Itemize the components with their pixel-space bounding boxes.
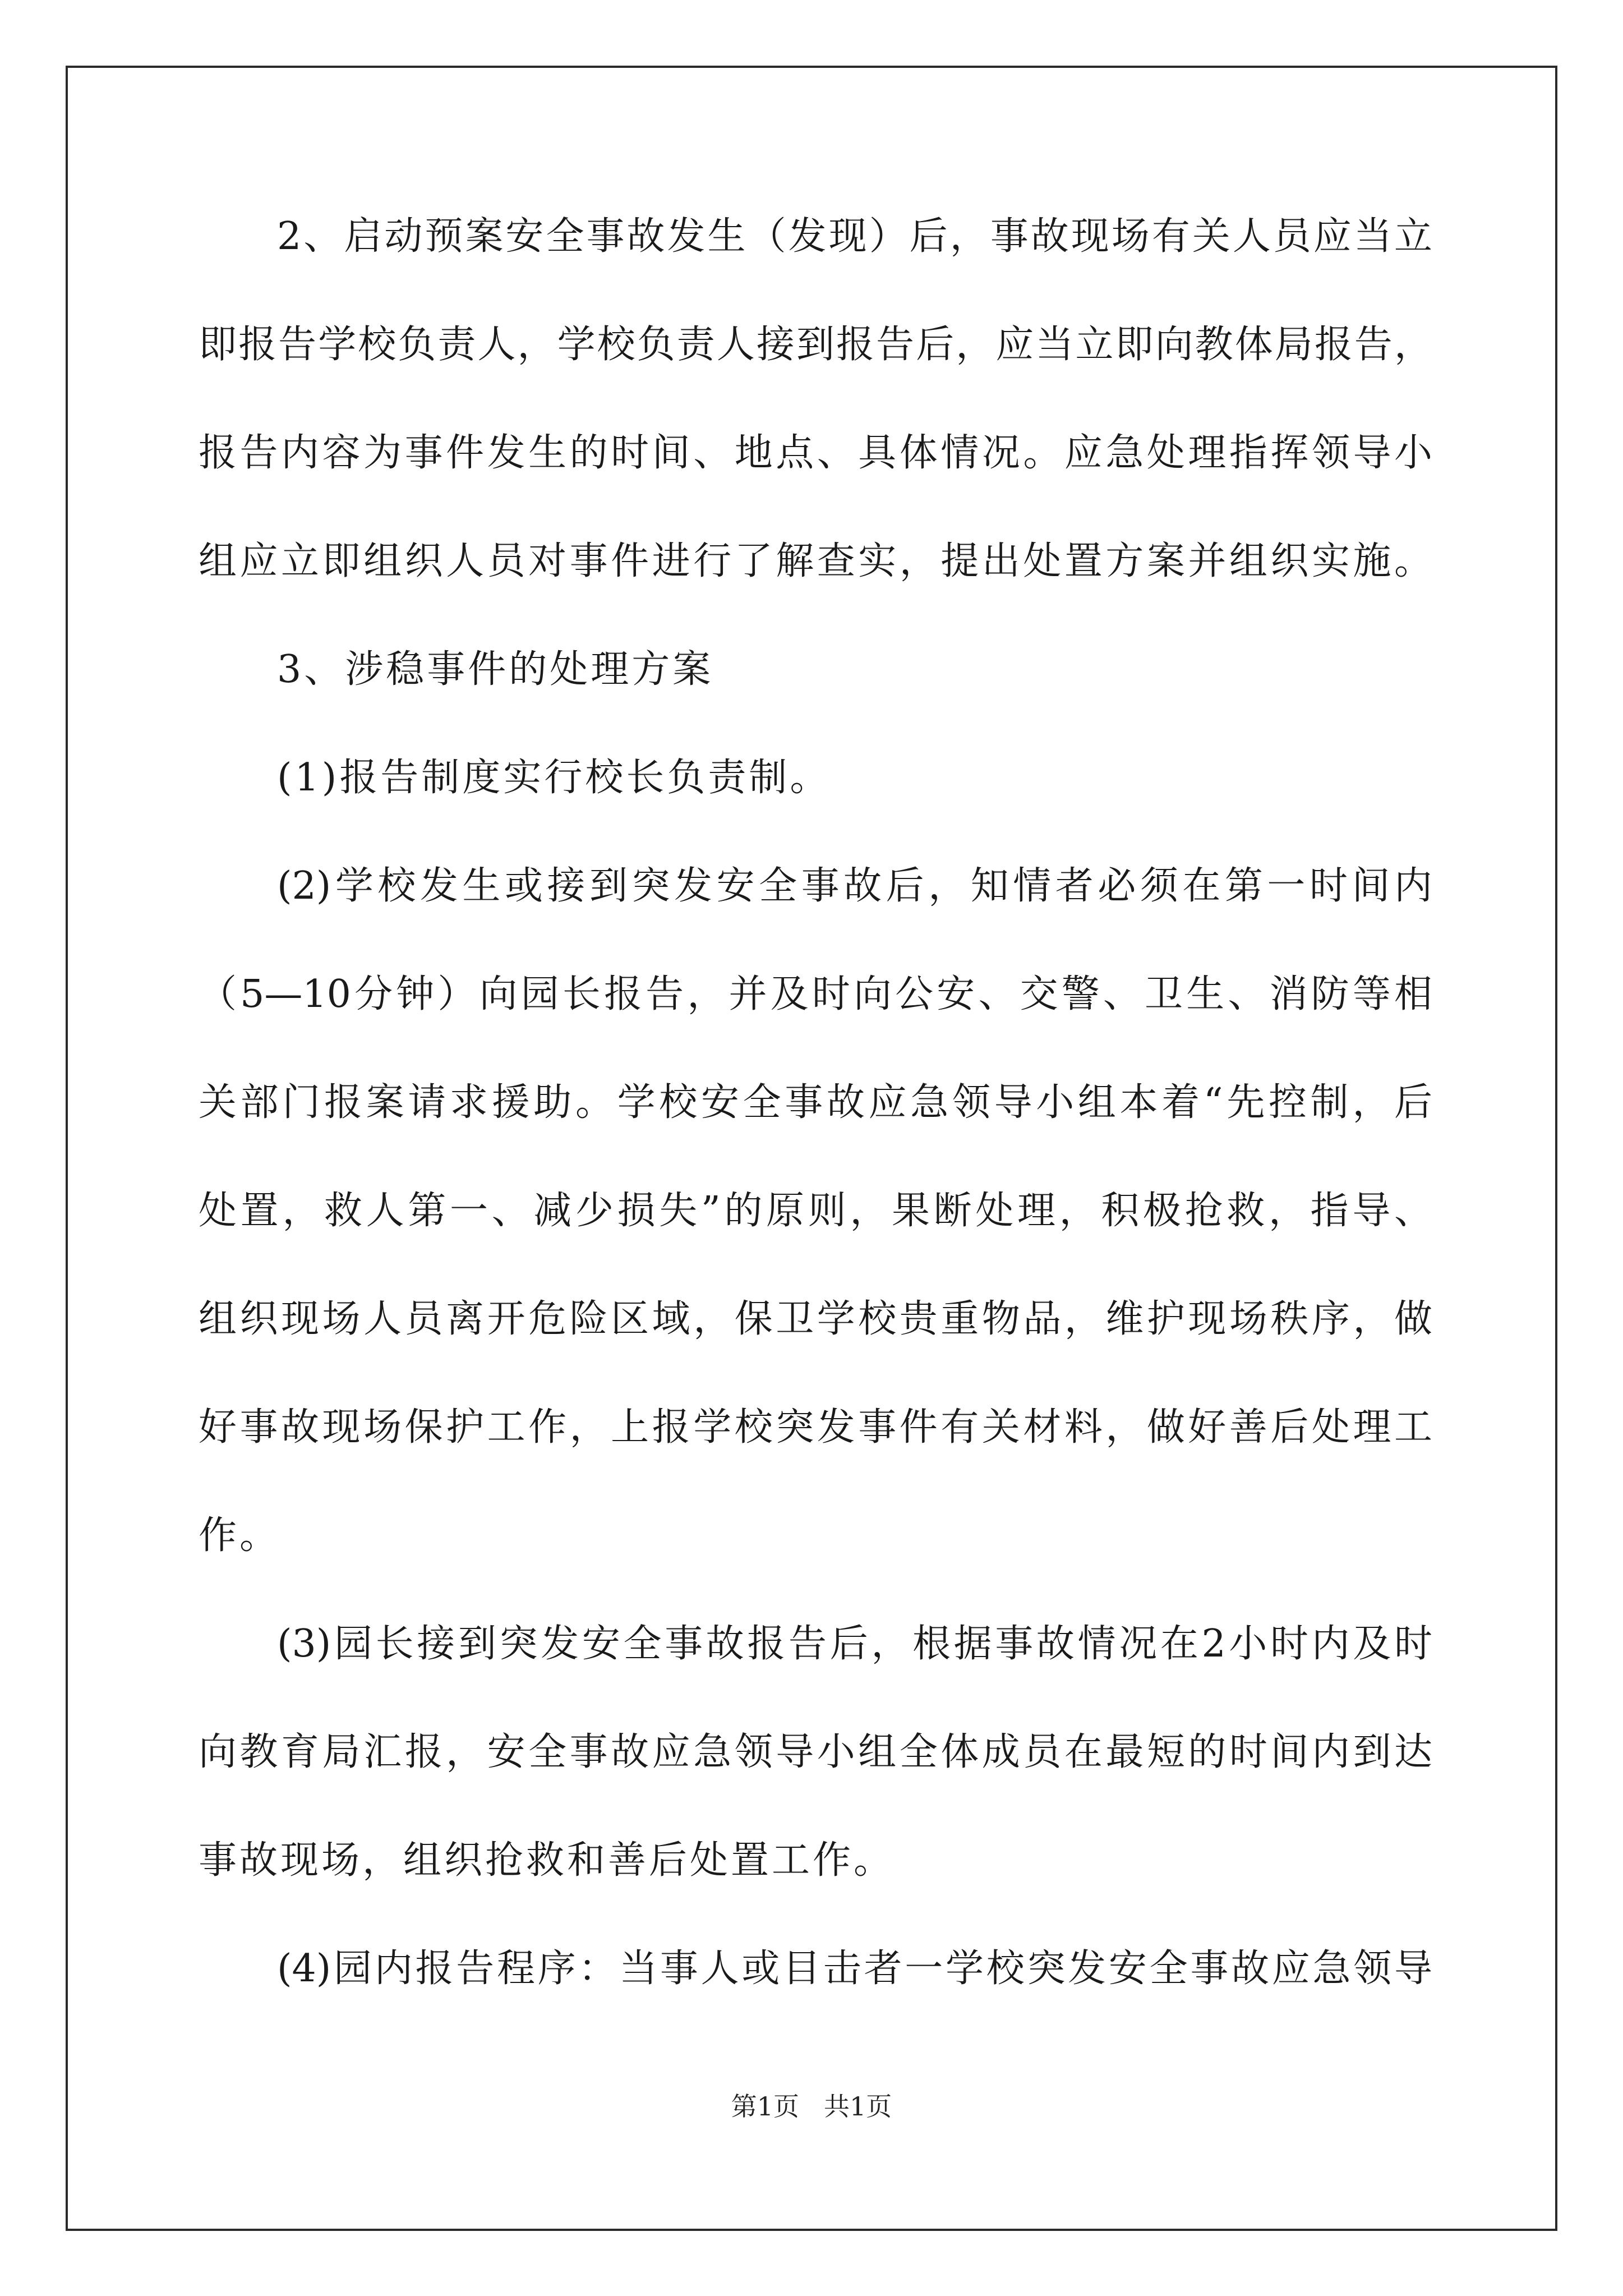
page-border (66, 66, 1557, 2231)
paragraph-line: 向教育局汇报，安全事故应急领导小组全体成员在最短的时间内到达 (199, 1730, 1432, 1774)
paragraph-line: (3)园长接到突发安全事故报告后，根据事故情况在2小时内及时 (277, 1622, 1432, 1666)
paragraph-line: 即报告学校负责人，学校负责人接到报告后，应当立即向教体局报告， (199, 323, 1432, 367)
paragraph-line: 关部门报案请求援助。学校安全事故应急领导小组本着“先控制，后 (199, 1080, 1432, 1125)
paragraph-line: 好事故现场保护工作，上报学校突发事件有关材料，做好善后处理工 (199, 1405, 1432, 1450)
paragraph-line: (4)园内报告程序：当事人或目击者一学校突发安全事故应急领导 (277, 1947, 1432, 1991)
paragraph-line: 报告内容为事件发生的时间、地点、具体情况。应急处理指挥领导小 (199, 431, 1432, 475)
section-heading: 3、涉稳事件的处理方案 (277, 647, 714, 692)
paragraph-line: 事故现场，组织抢救和善后处置工作。 (199, 1838, 895, 1883)
page-footer (0, 2090, 1623, 2123)
paragraph-line: 作。 (199, 1513, 281, 1558)
paragraph-line: （5—10分钟）向园长报告，并及时向公安、交警、卫生、消防等相 (199, 972, 1432, 1016)
paragraph-line: (1)报告制度实行校长负责制。 (277, 756, 831, 800)
paragraph-line: (2)学校发生或接到突发安全事故后，知情者必须在第一时间内 (277, 864, 1432, 908)
paragraph-line: 组应立即组织人员对事件进行了解查实，提出处置方案并组织实施。 (199, 539, 1432, 583)
page-total: 共1页 (824, 2091, 892, 2122)
page-number: 第1页 (731, 2091, 799, 2122)
paragraph-line: 处置，救人第一、减少损失”的原则，果断处理，积极抢救，指导、 (199, 1189, 1432, 1233)
paragraph-line: 组织现场人员离开危险区域，保卫学校贵重物品，维护现场秩序，做 (199, 1297, 1432, 1341)
paragraph-line: 2、启动预案安全事故发生（发现）后，事故现场有关人员应当立 (277, 214, 1432, 259)
